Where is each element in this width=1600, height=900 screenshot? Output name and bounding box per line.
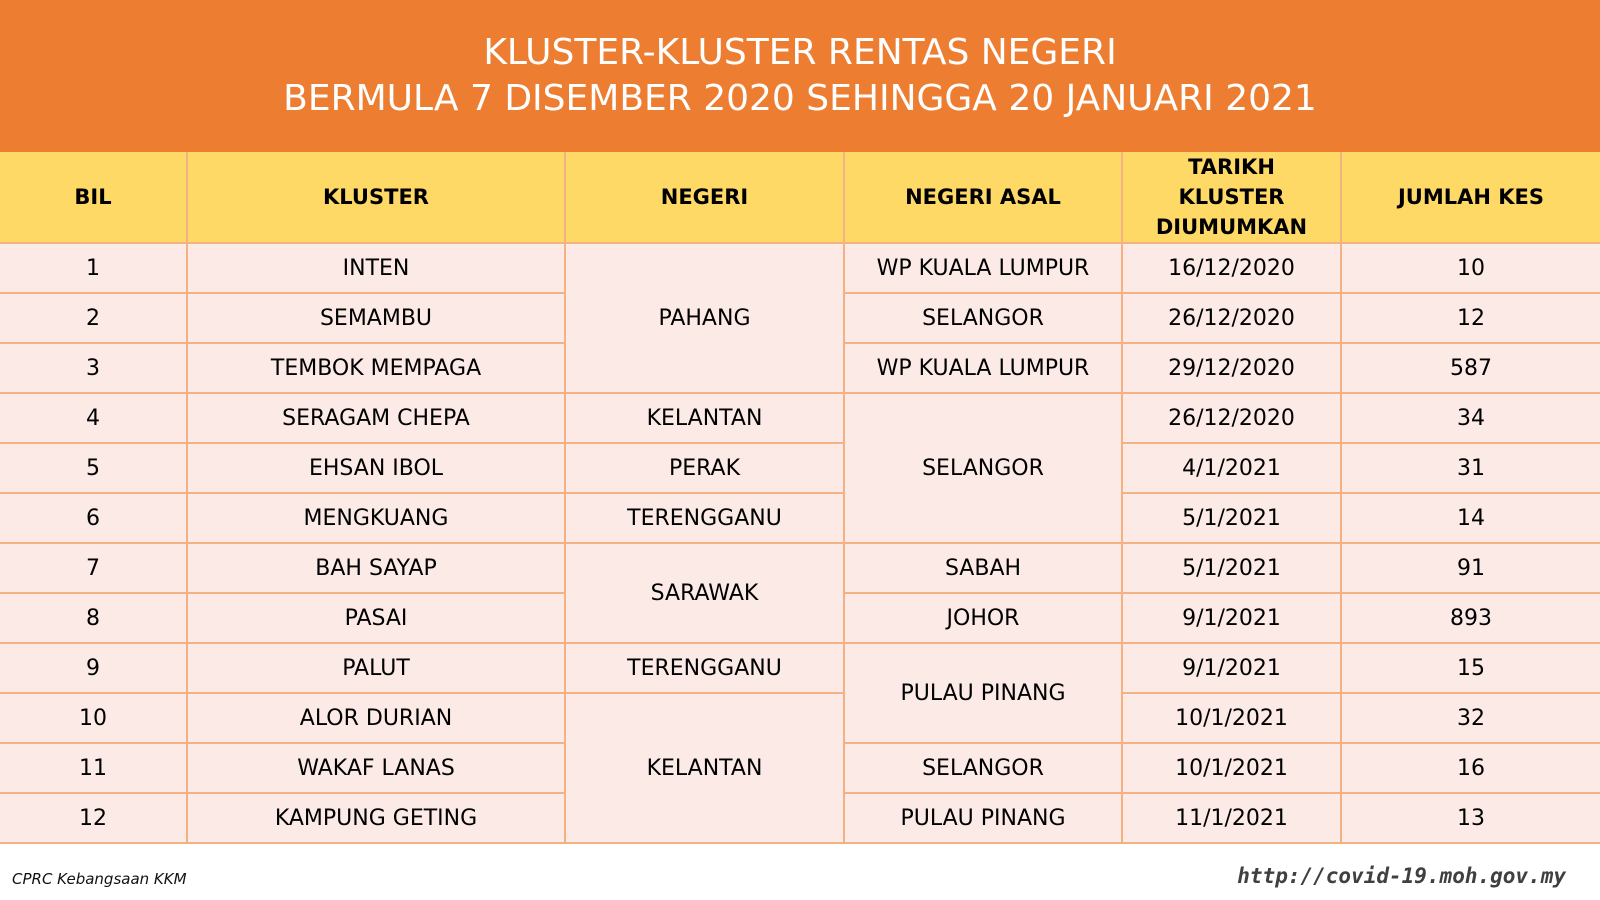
cell-kluster: SEMAMBU (187, 293, 565, 343)
cell-negeri-asal: JOHOR (844, 593, 1122, 643)
cell-kluster: ALOR DURIAN (187, 693, 565, 743)
cell-bil: 4 (0, 393, 187, 443)
cell-jumlah-kes: 893 (1341, 593, 1600, 643)
cell-negeri: TERENGGANU (565, 493, 844, 543)
column-header-tarikh: TARIKH KLUSTER DIUMUMKAN (1122, 152, 1341, 243)
cell-bil: 3 (0, 343, 187, 393)
cell-tarikh: 26/12/2020 (1122, 293, 1341, 343)
cell-negeri-asal: WP KUALA LUMPUR (844, 243, 1122, 293)
cell-bil: 9 (0, 643, 187, 693)
cell-tarikh: 5/1/2021 (1122, 493, 1341, 543)
cell-bil: 7 (0, 543, 187, 593)
cell-negeri-asal: WP KUALA LUMPUR (844, 343, 1122, 393)
cell-kluster: MENGKUANG (187, 493, 565, 543)
table-row (0, 643, 1600, 693)
table-row (0, 243, 1600, 293)
cell-kluster: KAMPUNG GETING (187, 793, 565, 843)
cell-negeri-asal: PULAU PINANG (844, 793, 1122, 843)
cell-kluster: EHSAN IBOL (187, 443, 565, 493)
cell-negeri: KELANTAN (565, 693, 844, 843)
table-row (0, 443, 1600, 493)
cell-jumlah-kes: 10 (1341, 243, 1600, 293)
cell-bil: 12 (0, 793, 187, 843)
page-title: KLUSTER-KLUSTER RENTAS NEGERI (483, 32, 1117, 73)
cell-bil: 8 (0, 593, 187, 643)
cell-tarikh: 5/1/2021 (1122, 543, 1341, 593)
cell-jumlah-kes: 16 (1341, 743, 1600, 793)
cell-tarikh: 16/12/2020 (1122, 243, 1341, 293)
cell-kluster: SERAGAM CHEPA (187, 393, 565, 443)
table-row (0, 543, 1600, 593)
source-credit: CPRC Kebangsaan KKM (12, 870, 187, 888)
cell-jumlah-kes: 91 (1341, 543, 1600, 593)
cell-bil: 1 (0, 243, 187, 293)
page-subtitle: BERMULA 7 DISEMBER 2020 SEHINGGA 20 JANUARI 2021 (283, 78, 1317, 119)
cell-jumlah-kes: 31 (1341, 443, 1600, 493)
cell-kluster: BAH SAYAP (187, 543, 565, 593)
column-header-negeri: NEGERI (565, 152, 844, 243)
cell-bil: 5 (0, 443, 187, 493)
title-banner (0, 0, 1600, 152)
cell-kluster: INTEN (187, 243, 565, 293)
cell-bil: 6 (0, 493, 187, 543)
cluster-table (0, 152, 1600, 844)
cell-negeri: PAHANG (565, 243, 844, 393)
column-header-jumlah-kes: JUMLAH KES (1341, 152, 1600, 243)
cell-jumlah-kes: 12 (1341, 293, 1600, 343)
cell-jumlah-kes: 34 (1341, 393, 1600, 443)
cell-negeri: SARAWAK (565, 543, 844, 643)
cell-negeri-asal: SABAH (844, 543, 1122, 593)
table-header-row (0, 152, 1600, 243)
cell-negeri-asal: SELANGOR (844, 393, 1122, 543)
cell-jumlah-kes: 14 (1341, 493, 1600, 543)
cell-jumlah-kes: 13 (1341, 793, 1600, 843)
cell-tarikh: 4/1/2021 (1122, 443, 1341, 493)
cell-tarikh: 26/12/2020 (1122, 393, 1341, 443)
cell-negeri-asal: SELANGOR (844, 293, 1122, 343)
cell-negeri: KELANTAN (565, 393, 844, 443)
cell-tarikh: 10/1/2021 (1122, 743, 1341, 793)
cell-tarikh: 9/1/2021 (1122, 643, 1341, 693)
column-header-kluster: KLUSTER (187, 152, 565, 243)
cell-jumlah-kes: 587 (1341, 343, 1600, 393)
cell-bil: 11 (0, 743, 187, 793)
table-row (0, 493, 1600, 543)
column-header-bil: BIL (0, 152, 187, 243)
table-row (0, 393, 1600, 443)
cell-bil: 10 (0, 693, 187, 743)
cell-bil: 2 (0, 293, 187, 343)
cell-negeri: TERENGGANU (565, 643, 844, 693)
cell-kluster: PALUT (187, 643, 565, 693)
column-header-negeri-asal: NEGERI ASAL (844, 152, 1122, 243)
cell-jumlah-kes: 32 (1341, 693, 1600, 743)
cell-negeri-asal: SELANGOR (844, 743, 1122, 793)
cell-tarikh: 11/1/2021 (1122, 793, 1341, 843)
cell-tarikh: 29/12/2020 (1122, 343, 1341, 393)
table-row (0, 693, 1600, 743)
cell-jumlah-kes: 15 (1341, 643, 1600, 693)
cell-kluster: PASAI (187, 593, 565, 643)
cell-negeri: PERAK (565, 443, 844, 493)
cell-kluster: TEMBOK MEMPAGA (187, 343, 565, 393)
cell-negeri-asal: PULAU PINANG (844, 643, 1122, 743)
cell-tarikh: 9/1/2021 (1122, 593, 1341, 643)
cell-kluster: WAKAF LANAS (187, 743, 565, 793)
cell-tarikh: 10/1/2021 (1122, 693, 1341, 743)
source-url: http://covid-19.moh.gov.my (1237, 864, 1566, 888)
